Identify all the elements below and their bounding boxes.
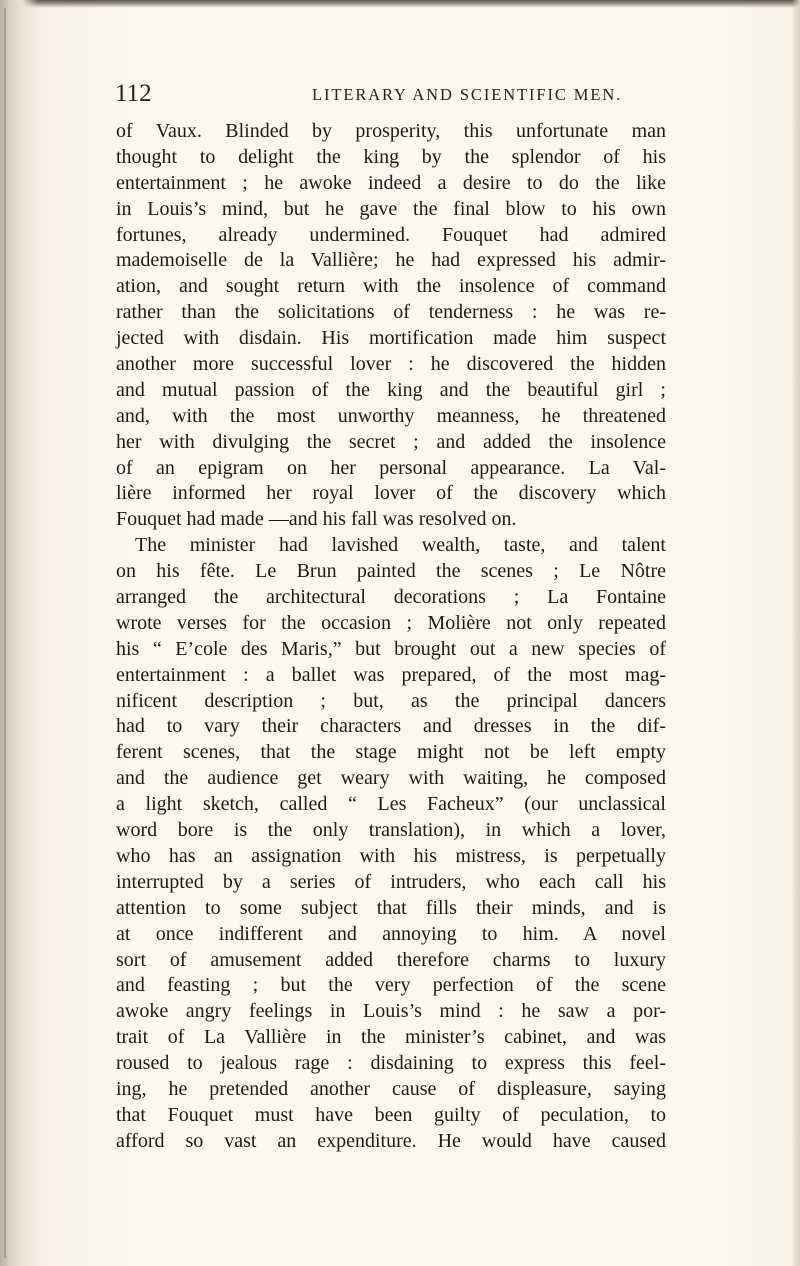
text-line: entertainment : a ballet was prepared, of the most mag- [116, 663, 666, 686]
page-right-edge [792, 0, 800, 1266]
page-header [115, 80, 695, 120]
text-line: rather than the solicitations of tenderness : he was re- [116, 301, 666, 324]
text-line: ferent scenes, that the stage might not be left empty [116, 741, 666, 764]
running-head: LITERARY AND SCIENTIFIC MEN. [312, 85, 623, 104]
text-line: who has an assignation with his mistress, is perpetually [116, 844, 666, 867]
text-line: at once indifferent and annoying to him. A novel [116, 922, 666, 945]
text-line: on his fête. Le Brun painted the scenes ; Le Nôtre [116, 560, 666, 583]
text-line: sort of amusement added therefore charms to luxury [116, 948, 666, 971]
text-line: interrupted by a series of intruders, who each call his [116, 870, 666, 893]
text-line: of Vaux. Blinded by prosperity, this unfortunate man [116, 120, 666, 142]
binding-edge-line [4, 8, 6, 1258]
text-line: and mutual passion of the king and the beautiful girl ; [116, 378, 666, 401]
text-line: fortunes, already undermined. Fouquet had admired [116, 223, 666, 246]
text-line: another more successful lover : he discovered the hidden [116, 353, 666, 376]
text-line: trait of La Vallière in the minister’s cabinet, and was [116, 1026, 666, 1049]
text-line: wrote verses for the occasion ; Molière not only repeated [116, 611, 666, 634]
page-number: 112 [115, 80, 152, 107]
text-line: entertainment ; he awoke indeed a desire to do the like [116, 171, 666, 194]
text-line: Fouquet had made —and his fall was resolved on. [116, 508, 517, 531]
body-text [116, 119, 666, 1155]
text-line: awoke angry feelings in Louis’s mind : he saw a por- [116, 1000, 666, 1023]
text-line: and the audience get weary with waiting, he composed [116, 767, 666, 790]
text-line: afford so vast an expenditure. He would have caused [116, 1129, 666, 1152]
text-line: word bore is the only translation), in which a lover, [116, 819, 666, 842]
text-line: and feasting ; but the very perfection of the scene [116, 974, 666, 997]
text-line: ing, he pretended another cause of displeasure, saying [116, 1077, 666, 1100]
text-line: lière informed her royal lover of the discovery which [116, 482, 666, 505]
text-line: of an epigram on her personal appearance. La Val- [116, 456, 666, 479]
text-line: that Fouquet must have been guilty of peculation, to [116, 1103, 666, 1126]
text-line: The minister had lavished wealth, taste, and talent [135, 534, 666, 557]
text-line: thought to delight the king by the splendor of his [116, 145, 666, 168]
text-line: had to vary their characters and dresses in the dif- [116, 715, 666, 738]
text-line: arranged the architectural decorations ; La Fontaine [116, 586, 666, 609]
text-line: mademoiselle de la Vallière; he had expressed his admir- [116, 249, 666, 272]
text-line: attention to some subject that fills their minds, and is [116, 896, 666, 919]
text-line: roused to jealous rage : disdaining to express this feel- [116, 1052, 666, 1075]
text-line: nificent description ; but, as the principal dancers [116, 689, 666, 712]
text-line: ation, and sought return with the insolence of command [116, 275, 666, 298]
text-line: a light sketch, called “ Les Facheux” (our unclassical [116, 793, 666, 816]
text-line: his “ E’cole des Maris,” but brought out a new species of [116, 637, 666, 660]
text-line: in Louis’s mind, but he gave the final blow to his own [116, 197, 666, 220]
text-line: and, with the most unworthy meanness, he threatened [116, 404, 666, 427]
page-top-edge [0, 0, 800, 8]
text-line: jected with disdain. His mortification made him suspect [116, 327, 666, 350]
text-line: her with divulging the secret ; and added the insolence [116, 430, 666, 453]
